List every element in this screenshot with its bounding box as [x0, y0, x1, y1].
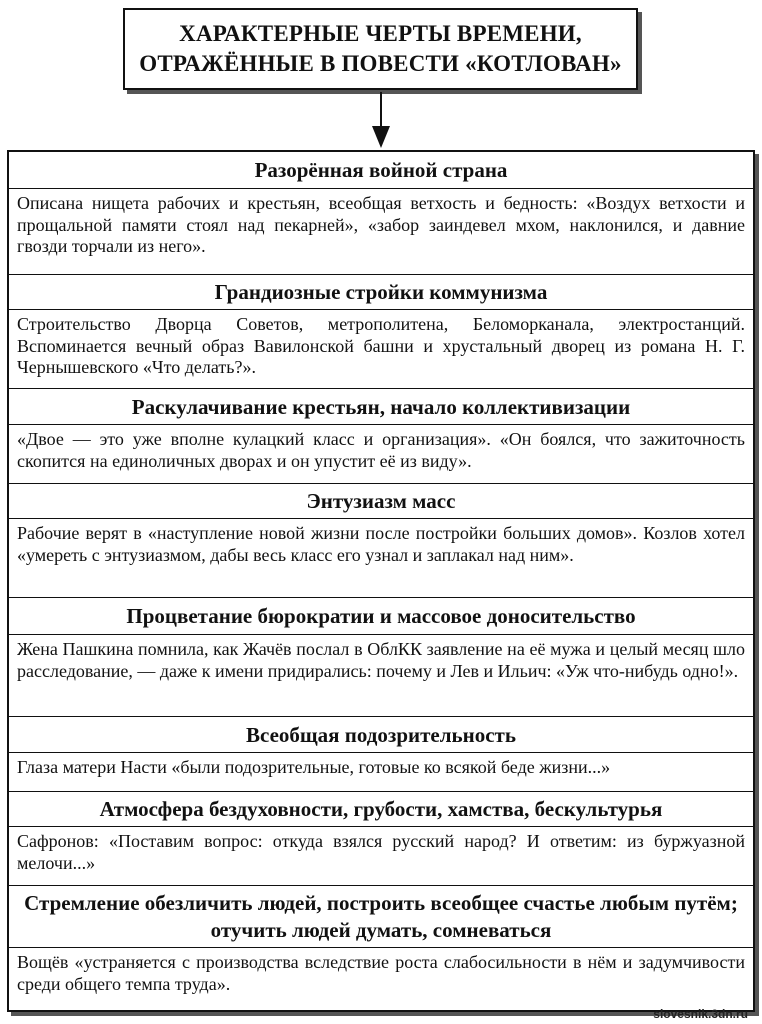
features-table	[7, 150, 755, 1012]
section-title: Процветание бюрократии и массовое доносительство	[9, 598, 753, 635]
section-title: Всеобщая подозрительность	[9, 717, 753, 753]
section-text: Строительство Дворца Советов, метрополитена, Беломорканала, электростанций. Вспоминается вечный образ Вавилонской башни и хрустальный дворец из романа Н. Г. Чернышевского «Что делать?».	[9, 310, 753, 389]
section-text: Вощёв «устраняется с производства вследствие роста слабосильности в нём и задумчивости среди общего темпа труда».	[17, 952, 745, 994]
section-text: Описана нищета рабочих и крестьян, всеобщая ветхость и бедность: «Воздух ветхости и прощальной памяти стоял над пекарней», «забор заиндевел мхом, наклонился, и давние гвозди торчали из него».	[9, 189, 753, 275]
section-title: Раскулачивание крестьян, начало коллективизации	[9, 389, 753, 425]
section-text: Глаза матери Насти «были подозрительные, готовые ко всякой беде жизни...»	[9, 753, 753, 792]
section-title: Атмосфера бездуховности, грубости, хамства, бескультурья	[9, 792, 753, 827]
section-text: Сафронов: «Поставим вопрос: откуда взялся русский народ? И ответим: из буржуазной мелочи...»	[9, 827, 753, 886]
section-title: Разорённая войной страна	[9, 152, 753, 189]
title-line-1: ХАРАКТЕРНЫЕ ЧЕРТЫ ВРЕМЕНИ,	[179, 21, 582, 46]
title-box	[123, 8, 638, 90]
title-line-2: ОТРАЖЁННЫЕ В ПОВЕСТИ «КОТЛОВАН»	[139, 51, 622, 76]
arrow-connector	[380, 92, 382, 130]
section-title: Энтузиазм масс	[9, 484, 753, 519]
section-text: Жена Пашкина помнила, как Жачёв послал в ОблКК заявление на её мужа и целый месяц шло расследование, — даже к имени придирались: почему и Лев и Ильич: «Уж что-нибудь одно!».	[9, 635, 753, 717]
section-text: «Двое — это уже вполне кулацкий класс и организация». «Он боялся, что зажиточность скопится на единоличных дворах и он упустит её из виду».	[9, 425, 753, 484]
watermark: slovesnik.3dn.ru	[653, 1007, 748, 1021]
section-title: Стремление обезличить людей, построить всеобщее счастье любым путём; отучить людей думать, сомневаться	[9, 886, 753, 948]
section-title: Грандиозные стройки коммунизма	[9, 275, 753, 310]
section-text: Рабочие верят в «наступление новой жизни после постройки больших домов». Козлов хотел «умереть с энтузиазмом, дабы весь класс его узнал и заплакал над ним».	[9, 519, 753, 598]
arrow-down-icon	[372, 126, 390, 148]
